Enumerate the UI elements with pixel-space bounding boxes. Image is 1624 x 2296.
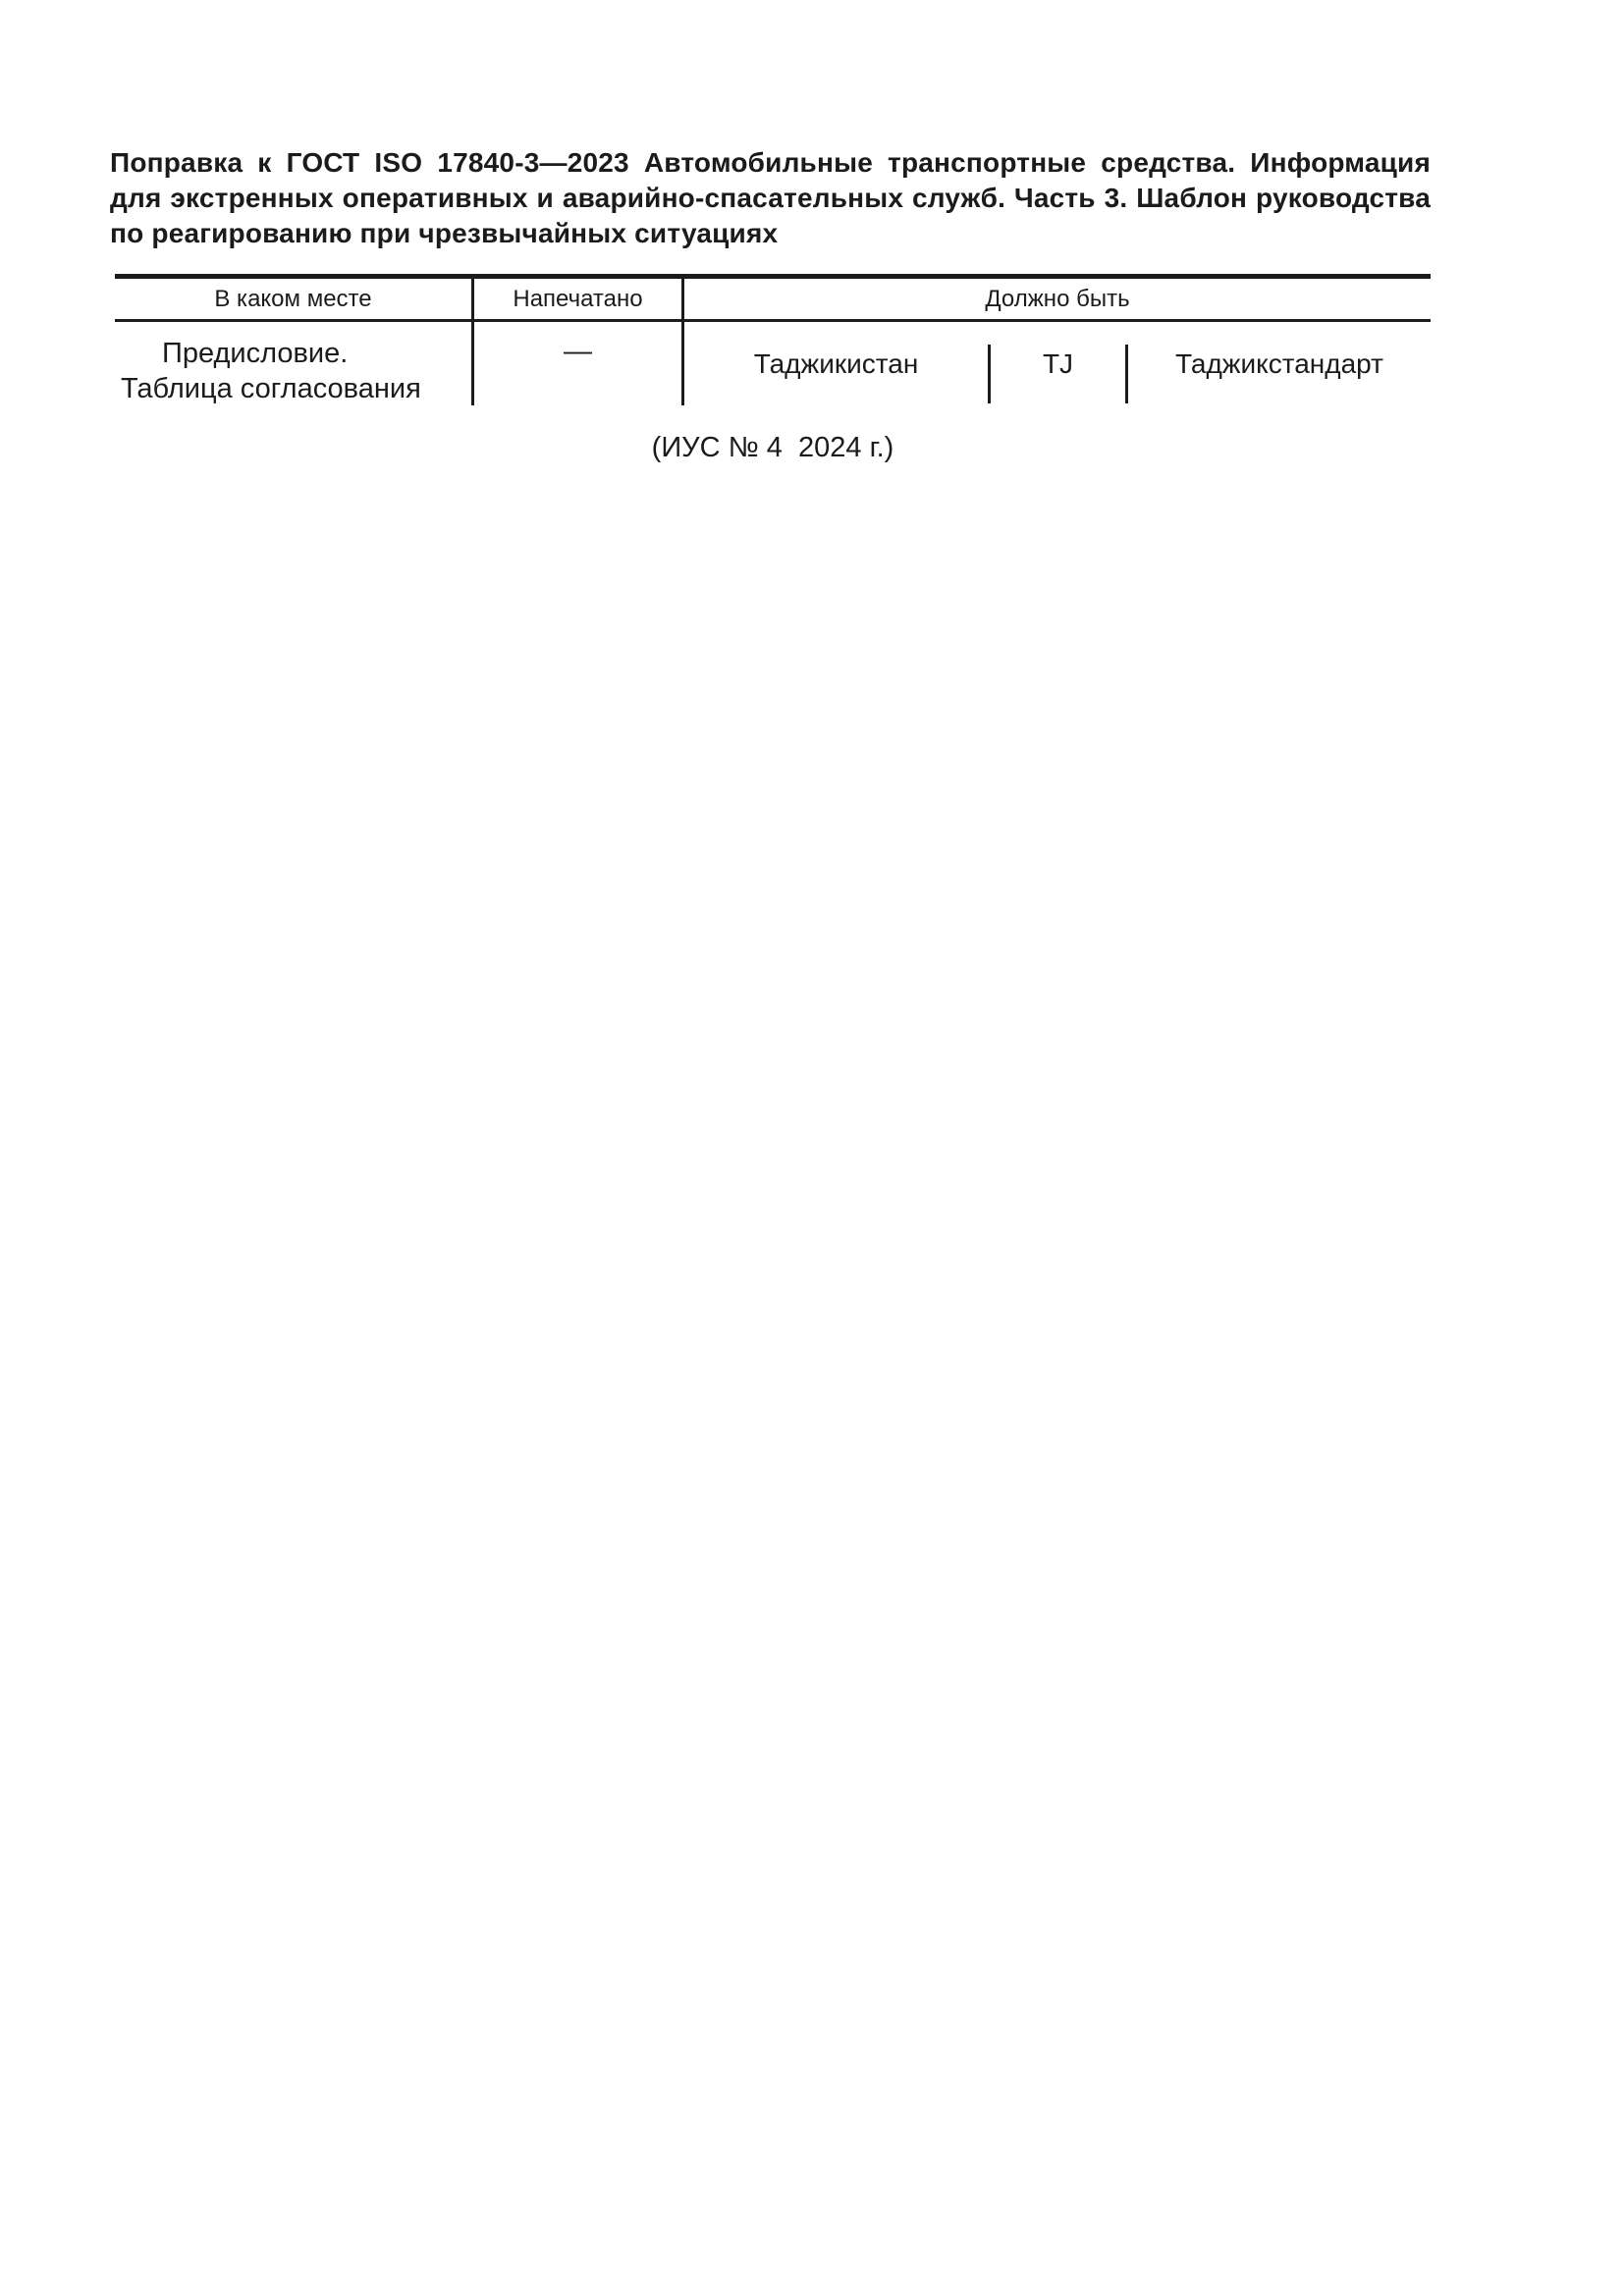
title-line-1: Поправка к ГОСТ ISO 17840-3—2023 Автомобильные транспортные средства. Информация (110, 147, 1431, 178)
header-cell-place: В каком месте (214, 285, 372, 312)
sub-column-separator (988, 345, 991, 403)
should-be-country: Таджикистан (753, 347, 919, 379)
document-title (110, 145, 1431, 251)
title-line-2: для экстренных оперативных и аварийно-спасательных служб. Часть 3. Шаблон руководства (110, 183, 1431, 213)
cell-printed: — (471, 322, 681, 405)
should-be-organization: Таджикстандарт (1175, 347, 1383, 379)
ius-footnote: (ИУС № 4 2024 г.) (651, 432, 894, 463)
header-cell-should-be: Должно быть (681, 279, 1431, 319)
table-row (115, 322, 1431, 405)
cell-should-be (681, 322, 1431, 405)
header-cell-printed: Напечатано (471, 279, 681, 319)
correction-table (115, 274, 1431, 405)
title-line-3: по реагированию при чрезвычайных ситуациях (110, 218, 779, 248)
should-be-code: TJ (1042, 347, 1074, 379)
cell-place: Предисловие. Таблица согласования (121, 338, 421, 404)
sub-column-separator (1125, 345, 1128, 403)
table-header-row (115, 274, 1431, 322)
